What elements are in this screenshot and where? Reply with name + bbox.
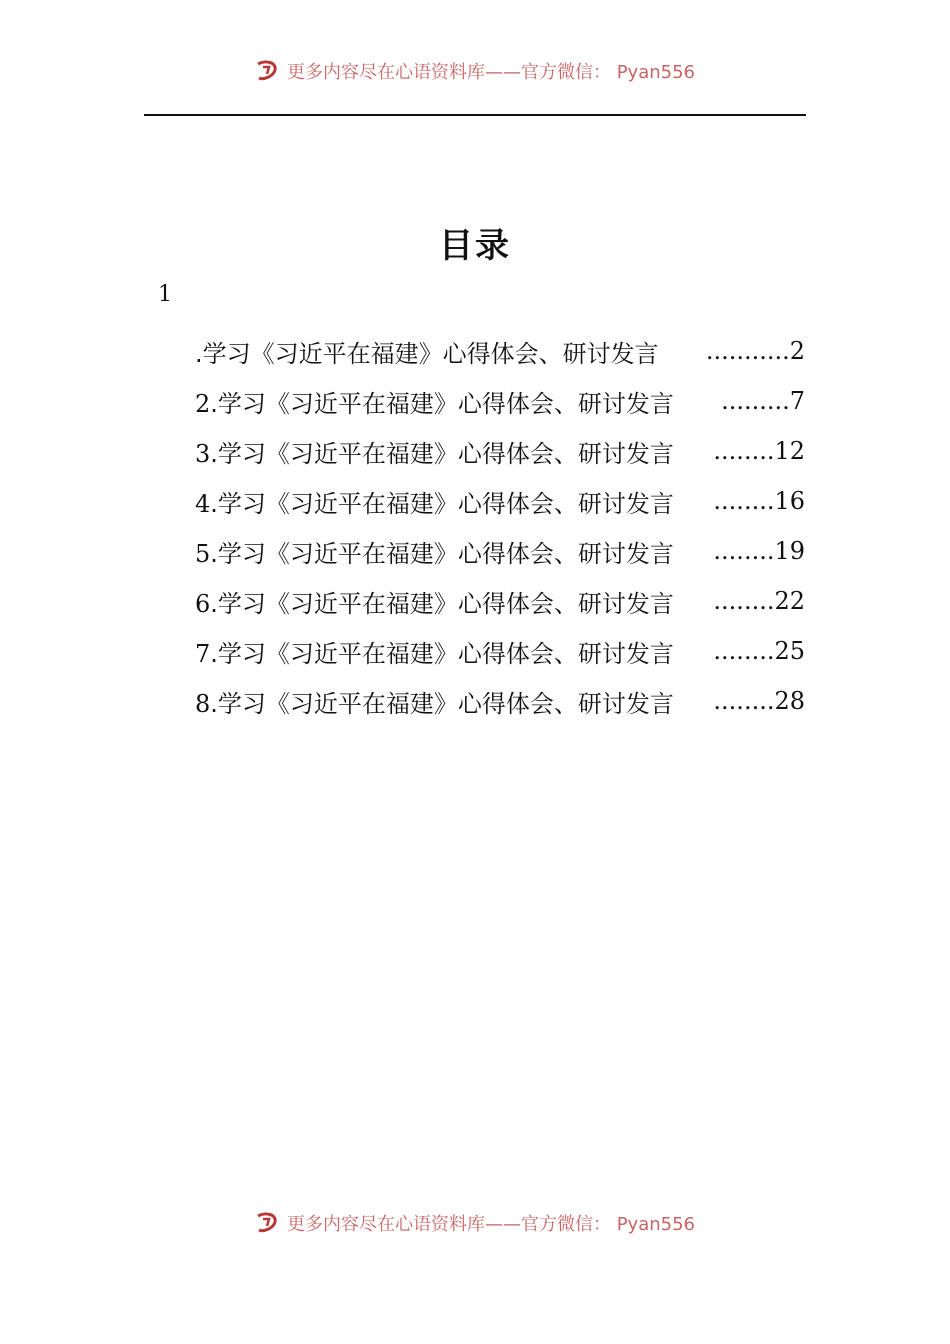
- footer-banner: [0, 1208, 950, 1238]
- header-banner: [0, 56, 950, 86]
- toc-entry-page: ........12: [713, 437, 805, 465]
- toc-entry-label: .学习《习近平在福建》心得体会、研讨发言: [210, 389, 674, 418]
- toc-entry-label: .学习《习近平在福建》心得体会、研讨发言: [210, 639, 674, 668]
- toc-entry[interactable]: [195, 426, 805, 476]
- header-banner-text: 更多内容尽在心语资料库——官方微信： Pyan556: [286, 62, 696, 83]
- toc-entry-page: ...........2: [705, 337, 805, 365]
- footer-banner-text: 更多内容尽在心语资料库——官方微信： Pyan556: [286, 1214, 696, 1235]
- toc-entry-number: 4: [195, 489, 211, 518]
- toc-entry[interactable]: [195, 576, 805, 626]
- toc-entry-number: 5: [195, 539, 211, 568]
- toc-entry-label: .学习《习近平在福建》心得体会、研讨发言: [195, 339, 659, 368]
- toc-entry-page: ........28: [713, 687, 805, 715]
- toc-entry-label: .学习《习近平在福建》心得体会、研讨发言: [210, 489, 674, 518]
- toc-entry-page: ........25: [713, 637, 805, 665]
- toc-entry-page: ........19: [713, 537, 805, 565]
- toc-entry-number: 2: [195, 389, 211, 418]
- table-of-contents: [195, 326, 805, 726]
- toc-entry-number: 6: [195, 589, 211, 618]
- toc-entry-page: ........22: [713, 587, 805, 615]
- toc-entry-label: .学习《习近平在福建》心得体会、研讨发言: [210, 589, 674, 618]
- page-title: 目录: [439, 226, 511, 266]
- toc-entry-number: 8: [195, 689, 211, 718]
- brand-logo-icon: [255, 1212, 281, 1234]
- header-rule: [144, 114, 806, 116]
- toc-entry[interactable]: [195, 626, 805, 676]
- toc-entry-number: 3: [195, 439, 211, 468]
- lead-number: 1: [158, 282, 172, 307]
- toc-entry-label: .学习《习近平在福建》心得体会、研讨发言: [210, 689, 674, 718]
- toc-entry-number: 7: [195, 639, 211, 668]
- toc-entry-label: .学习《习近平在福建》心得体会、研讨发言: [210, 439, 674, 468]
- toc-entry[interactable]: [195, 676, 805, 726]
- toc-entry[interactable]: [195, 526, 805, 576]
- toc-entry-label: .学习《习近平在福建》心得体会、研讨发言: [210, 539, 674, 568]
- toc-entry[interactable]: [195, 476, 805, 526]
- brand-logo-icon: [255, 60, 281, 82]
- toc-entry[interactable]: [195, 376, 805, 426]
- toc-entry-page: .........7: [721, 387, 805, 415]
- toc-entry[interactable]: [195, 326, 805, 376]
- toc-entry-page: ........16: [713, 487, 805, 515]
